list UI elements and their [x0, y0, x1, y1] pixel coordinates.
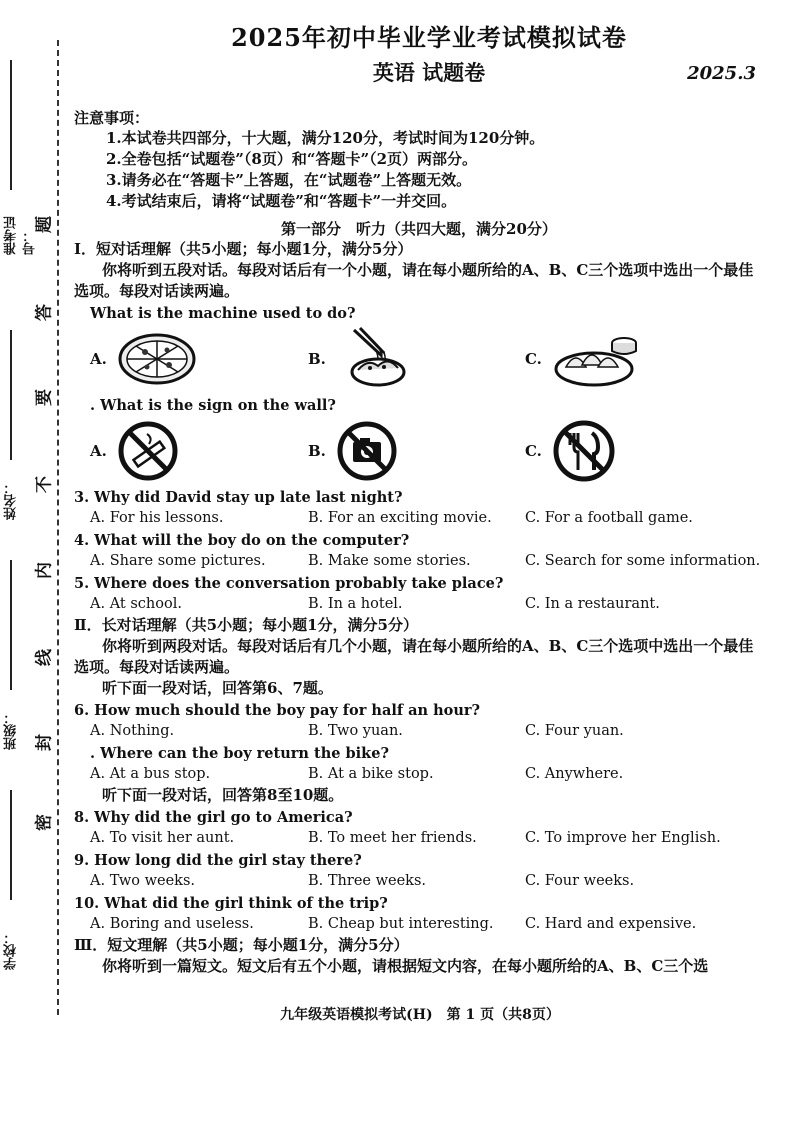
- options-q8: [90, 828, 764, 849]
- option-c: C. In a restaurant.: [525, 596, 660, 612]
- picture-options-q2: [90, 416, 764, 486]
- option-b: B. Cheap but interesting.: [308, 916, 494, 932]
- option-c: [525, 419, 616, 483]
- question-2: . What is the sign on the wall?: [90, 397, 336, 414]
- seal-char: 内: [34, 562, 55, 579]
- option-a: [90, 332, 308, 386]
- question-4: 4. What will the boy do on the computer?: [74, 532, 410, 549]
- option-label: A.: [90, 350, 107, 368]
- option-c: C. Search for some information.: [525, 553, 761, 569]
- option-a: A. To visit her aunt.: [90, 830, 235, 846]
- no-eating-icon: [552, 419, 616, 483]
- exam-title: 2025年初中毕业学业考试模拟试卷: [231, 23, 627, 52]
- option-label: B.: [308, 350, 326, 368]
- option-a: A. Boring and useless.: [90, 916, 254, 932]
- option-a: A. Two weeks.: [90, 873, 196, 889]
- notice-heading: 注意事项：: [74, 109, 150, 127]
- option-c: [525, 329, 642, 389]
- section-intro: 你将听到一篇短文。短文后有五个小题，请根据短文内容，在每小题所给的A、B、C三个选: [102, 957, 709, 975]
- question-3: 3. Why did David stay up late last night?: [74, 489, 403, 506]
- option-c: C. Four weeks.: [525, 873, 635, 889]
- notice-item: 1.本试卷共四部分，十大题，满分120分，考试时间为120分钟。: [106, 129, 545, 147]
- question-9: 9. How long did the girl stay there?: [74, 852, 362, 869]
- option-b: [308, 326, 525, 392]
- option-a: A. Share some pictures.: [90, 553, 266, 569]
- exam-no-label: 准考证号：: [4, 216, 38, 255]
- option-c: C. Anywhere.: [525, 766, 624, 782]
- option-b: B. Three weeks.: [308, 873, 426, 889]
- option-label: B.: [308, 442, 326, 460]
- section-heading: Ⅱ．长对话理解（共5小题；每小题1分，满分5分）: [74, 616, 418, 634]
- notice-item: 2.全卷包括“试题卷”（8页）和“答题卡”（2页）两部分。: [106, 150, 478, 168]
- option-b: [308, 420, 525, 482]
- options-q9: [90, 871, 764, 892]
- option-a: [90, 420, 308, 482]
- option-b: B. For an exciting movie.: [308, 510, 492, 526]
- exam-date: 2025.3: [687, 63, 756, 84]
- question-7: . Where can the boy return the bike?: [90, 745, 389, 762]
- option-b: B. In a hotel.: [308, 596, 403, 612]
- part-title: 第一部分 听力（共四大题，满分20分）: [281, 220, 557, 238]
- option-b: B. At a bike stop.: [308, 766, 434, 782]
- seal-char: 不: [34, 476, 55, 493]
- option-a: A. Nothing.: [90, 723, 175, 739]
- school-label: 学校：: [4, 931, 19, 970]
- pizza-icon: [117, 332, 197, 386]
- seal-char: 线: [34, 649, 55, 666]
- options-q4: [90, 551, 764, 572]
- question-1: What is the machine used to do?: [90, 305, 356, 322]
- picture-options-q1: [90, 324, 764, 394]
- section-heading: Ⅰ．短对话理解（共5小题；每小题1分，满分5分）: [74, 240, 413, 258]
- question-6: 6. How much should the boy pay for half an hour?: [74, 702, 481, 719]
- exam-no-blank: [10, 60, 12, 190]
- option-b: B. Two yuan.: [308, 723, 403, 739]
- section-heading: Ⅲ．短文理解（共5小题；每小题1分，满分5分）: [74, 936, 409, 954]
- options-q7: [90, 764, 764, 785]
- seal-char: 封: [34, 734, 55, 751]
- seal-char: 答: [34, 304, 55, 321]
- notice-item: 4.考试结束后，请将“试题卷”和“答题卡”一并交回。: [106, 192, 457, 210]
- noodles-icon: [336, 326, 416, 392]
- options-q3: [90, 508, 764, 529]
- notice-item: 3.请务必在“答题卡”上答题，在“试题卷”上答题无效。: [106, 171, 472, 189]
- no-photos-icon: [336, 420, 398, 482]
- option-b: B. To meet her friends.: [308, 830, 477, 846]
- option-a: A. For his lessons.: [90, 510, 224, 526]
- listening-instruction: 听下面一段对话，回答第6、7题。: [102, 679, 333, 697]
- exam-page: [74, 18, 764, 977]
- listening-instruction: 听下面一段对话，回答第8至10题。: [102, 786, 344, 804]
- class-label: 班级：: [4, 711, 19, 750]
- option-c: C. To improve her English.: [525, 830, 721, 846]
- exam-subtitle: 英语 试题卷: [372, 60, 486, 85]
- page-footer: 九年级英语模拟考试(H) 第 1 页（共8页）: [280, 1007, 560, 1023]
- class-blank: [10, 560, 12, 690]
- options-q6: [90, 721, 764, 742]
- option-c: C. For a football game.: [525, 510, 693, 526]
- option-label: C.: [525, 442, 542, 460]
- option-a: A. At a bus stop.: [90, 766, 211, 782]
- options-q10: [90, 914, 764, 935]
- option-b: B. Make some stories.: [308, 553, 471, 569]
- seal-dashed-line: [57, 40, 59, 1015]
- option-c: C. Hard and expensive.: [525, 916, 697, 932]
- binding-margin: [0, 0, 64, 1126]
- seal-char: 密: [34, 814, 55, 831]
- dumplings-icon: [552, 329, 642, 389]
- option-label: C.: [525, 350, 542, 368]
- option-c: C. Four yuan.: [525, 723, 624, 739]
- section-intro: 你将听到两段对话。每段对话后有几个小题，请在每小题所给的A、B、C三个选项中选出一个最佳选项。每段对话读两遍。: [74, 637, 754, 676]
- school-blank: [10, 790, 12, 900]
- option-a: A. At school.: [90, 596, 182, 612]
- options-q5: [90, 594, 764, 615]
- question-8: 8. Why did the girl go to America?: [74, 809, 353, 826]
- seal-char: 题: [34, 216, 55, 233]
- seal-char: 要: [34, 389, 55, 406]
- option-label: A.: [90, 442, 107, 460]
- question-10: 10. What did the girl think of the trip?: [74, 895, 388, 912]
- name-label: 姓名：: [4, 481, 19, 520]
- section-intro: 你将听到五段对话。每段对话后有一个小题，请在每小题所给的A、B、C三个选项中选出一个最佳选项。每段对话读两遍。: [74, 261, 754, 300]
- subtitle-row: [74, 57, 764, 93]
- question-5: 5. Where does the conversation probably take place?: [74, 575, 504, 592]
- no-smoking-icon: [117, 420, 179, 482]
- name-blank: [10, 330, 12, 460]
